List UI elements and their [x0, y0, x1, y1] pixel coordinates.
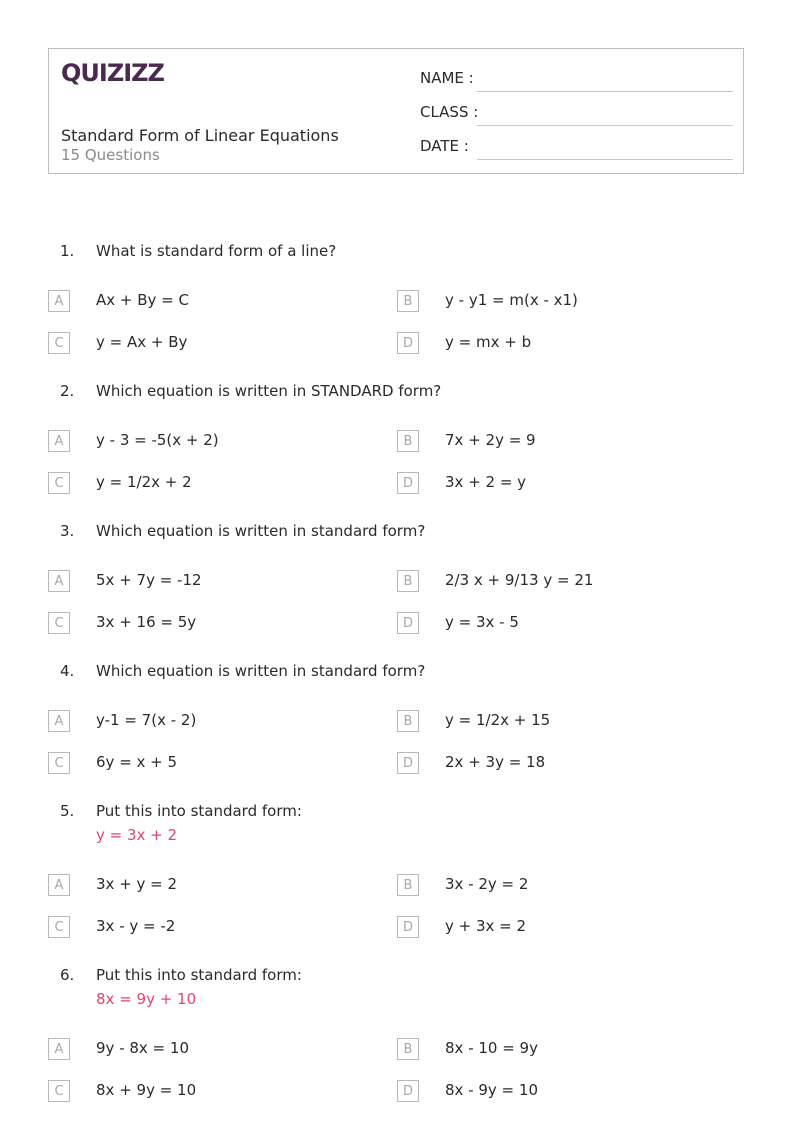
option-a[interactable]: [48, 430, 348, 454]
date-label: DATE :: [420, 137, 469, 155]
option-text: y = 3x - 5: [445, 613, 519, 631]
option-letter: B: [397, 290, 419, 312]
question-number: 2.: [60, 382, 75, 400]
option-d[interactable]: [397, 752, 697, 776]
option-letter: B: [397, 874, 419, 896]
option-d[interactable]: [397, 472, 697, 496]
class-field[interactable]: [420, 103, 733, 127]
option-c[interactable]: [48, 332, 348, 356]
option-b[interactable]: [397, 874, 697, 898]
option-text: 8x - 9y = 10: [445, 1081, 538, 1099]
option-letter: A: [48, 290, 70, 312]
option-text: 3x + 2 = y: [445, 473, 527, 491]
option-text: 5x + 7y = -12: [96, 571, 202, 589]
option-letter: B: [397, 570, 419, 592]
class-label: CLASS :: [420, 103, 479, 121]
option-a[interactable]: [48, 290, 348, 314]
option-letter: C: [48, 916, 70, 938]
option-b[interactable]: [397, 570, 697, 594]
option-c[interactable]: [48, 752, 348, 776]
option-text: y-1 = 7(x - 2): [96, 711, 197, 729]
option-letter: D: [397, 1080, 419, 1102]
name-field[interactable]: [420, 69, 733, 93]
option-letter: C: [48, 752, 70, 774]
option-text: 2x + 3y = 18: [445, 753, 546, 771]
name-label: NAME :: [420, 69, 474, 87]
option-c[interactable]: [48, 916, 348, 940]
worksheet-title: Standard Form of Linear Equations: [61, 126, 339, 145]
question-text: What is standard form of a line?: [96, 242, 337, 260]
option-d[interactable]: [397, 916, 697, 940]
question-number: 4.: [60, 662, 75, 680]
question-text: Put this into standard form:: [96, 802, 302, 820]
question-text: Put this into standard form:: [96, 966, 302, 984]
option-c[interactable]: [48, 612, 348, 636]
quizizz-logo: QUIZIZZ: [61, 59, 164, 87]
date-field[interactable]: [420, 137, 733, 161]
name-line: [477, 91, 733, 92]
option-text: 2/3 x + 9/13 y = 21: [445, 571, 594, 589]
option-letter: D: [397, 612, 419, 634]
option-letter: D: [397, 472, 419, 494]
option-letter: D: [397, 752, 419, 774]
option-text: 3x - y = -2: [96, 917, 176, 935]
option-text: y - y1 = m(x - x1): [445, 291, 578, 309]
option-text: 9y - 8x = 10: [96, 1039, 189, 1057]
option-letter: C: [48, 472, 70, 494]
option-a[interactable]: [48, 710, 348, 734]
option-a[interactable]: [48, 874, 348, 898]
option-text: 7x + 2y = 9: [445, 431, 536, 449]
question-count: 15 Questions: [61, 146, 160, 164]
option-d[interactable]: [397, 612, 697, 636]
option-text: y + 3x = 2: [445, 917, 527, 935]
option-letter: A: [48, 430, 70, 452]
option-text: 8x + 9y = 10: [96, 1081, 197, 1099]
option-text: Ax + By = C: [96, 291, 189, 309]
option-c[interactable]: [48, 1080, 348, 1104]
option-letter: C: [48, 1080, 70, 1102]
question-equation: y = 3x + 2: [96, 826, 178, 844]
option-text: y - 3 = -5(x + 2): [96, 431, 219, 449]
option-text: 3x + y = 2: [96, 875, 178, 893]
option-text: 3x + 16 = 5y: [96, 613, 197, 631]
option-letter: D: [397, 332, 419, 354]
question-equation: 8x = 9y + 10: [96, 990, 197, 1008]
worksheet-header: [48, 48, 744, 174]
option-text: 6y = x + 5: [96, 753, 178, 771]
option-letter: D: [397, 916, 419, 938]
date-line: [477, 159, 733, 160]
option-text: 8x - 10 = 9y: [445, 1039, 538, 1057]
option-text: y = mx + b: [445, 333, 532, 351]
question-number: 5.: [60, 802, 75, 820]
option-b[interactable]: [397, 290, 697, 314]
option-letter: B: [397, 1038, 419, 1060]
option-letter: A: [48, 710, 70, 732]
option-letter: B: [397, 430, 419, 452]
option-text: y = Ax + By: [96, 333, 188, 351]
question-number: 3.: [60, 522, 75, 540]
option-letter: A: [48, 1038, 70, 1060]
option-text: y = 1/2x + 15: [445, 711, 551, 729]
option-letter: C: [48, 612, 70, 634]
option-text: y = 1/2x + 2: [96, 473, 192, 491]
option-a[interactable]: [48, 570, 348, 594]
option-d[interactable]: [397, 1080, 697, 1104]
question-number: 6.: [60, 966, 75, 984]
class-line: [477, 125, 733, 126]
option-a[interactable]: [48, 1038, 348, 1062]
option-b[interactable]: [397, 710, 697, 734]
question-number: 1.: [60, 242, 75, 260]
option-letter: B: [397, 710, 419, 732]
option-letter: A: [48, 570, 70, 592]
option-letter: C: [48, 332, 70, 354]
option-letter: A: [48, 874, 70, 896]
option-d[interactable]: [397, 332, 697, 356]
option-c[interactable]: [48, 472, 348, 496]
question-text: Which equation is written in STANDARD form?: [96, 382, 442, 400]
option-b[interactable]: [397, 1038, 697, 1062]
question-text: Which equation is written in standard form?: [96, 662, 426, 680]
option-b[interactable]: [397, 430, 697, 454]
question-text: Which equation is written in standard form?: [96, 522, 426, 540]
option-text: 3x - 2y = 2: [445, 875, 529, 893]
